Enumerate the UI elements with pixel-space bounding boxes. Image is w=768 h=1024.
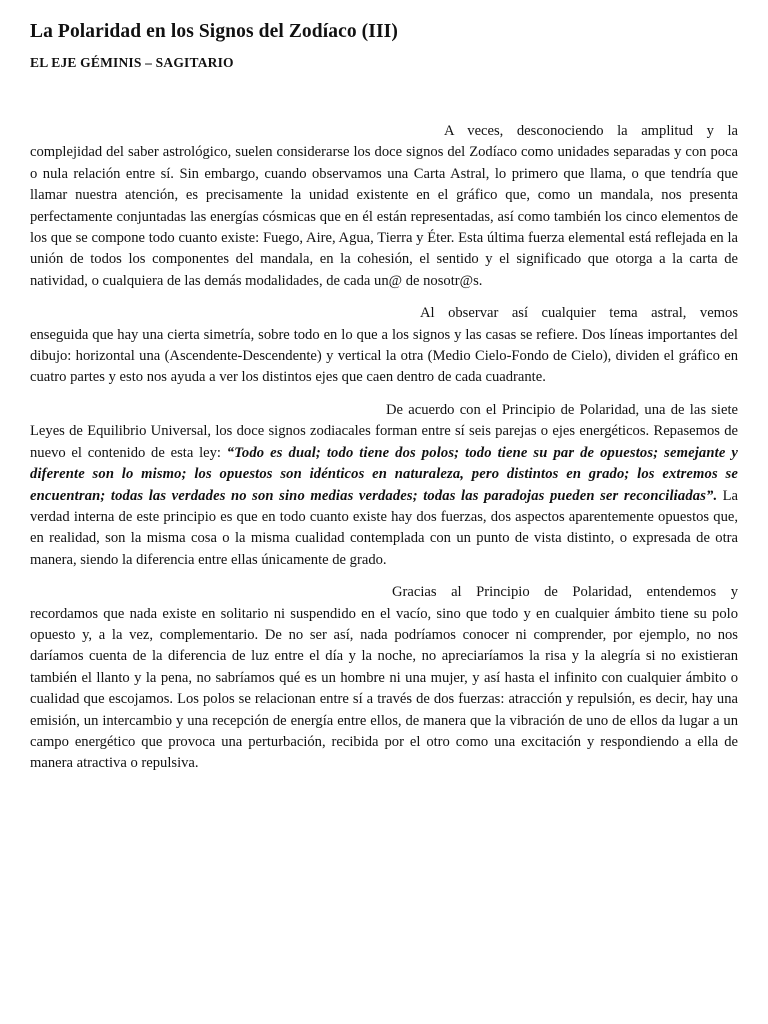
paragraph-3-text-after: La verdad interna de este principio es que en todo cuanto existe hay dos fuerzas, dos aspectos aparentemente opuestos que, en realidad, son la misma cosa o la misma cualidad contemplada con un punto de vista distinto, o expresada de otra manera, siendo la diferencia entre ellas únicamente de grado. (30, 487, 738, 568)
paragraph-3-text-before: De acuerdo con el Principio de Polaridad, una de las siete Leyes de Equilibrio Universal, los doce signos zodiacales forman entre sí seis parejas o ejes energéticos. Repasemos de nuevo el contenido de esta ley: (30, 401, 738, 461)
paragraph-2 (30, 303, 738, 389)
document-subtitle: EL EJE GÉMINIS – SAGITARIO (30, 55, 234, 70)
polarity-law-quote: “Todo es dual; todo tiene dos polos; todo tiene su par de opuestos; semejante y diferente son lo mismo; los opuestos son idénticos en naturaleza, pero distintos en grado; los extremos se encuentran; todas las verdades no son sino medias verdades; todas las paradojas pueden ser reconciliadas”. (30, 444, 739, 504)
paragraph-3 (30, 400, 738, 571)
paragraph-4-text: Gracias al Principio de Polaridad, entendemos y recordamos que nada existe en solitario ni suspendido en el vacío, sino que todo y en cualquier ámbito tiene su polo opuesto y, a la vez, complementario. De no ser así, nada podríamos conocer ni comprender, por ejemplo, no nos daríamos cuenta de la diferencia de luz entre el día y la noche, no apreciaríamos la risa y la alegría si no existieran también el llanto y la pena, no sabríamos qué es un hombre ni una mujer, y así hasta el infinito con cualquier ámbito o cualidad que escojamos. Los polos se relacionan entre sí a través de dos fuerzas: atracción y repulsión, es decir, hay una emisión, un intercambio y una recepción de energía entre ellos, de manera que la vibración de uno de ellos da lugar a un campo energético que provoca una perturbación, recibida por el otro como una excitación y respondiendo a ella de manera atractiva o repulsiva. (30, 584, 738, 772)
document-body (30, 121, 738, 775)
paragraph-4 (30, 582, 738, 775)
document-title: La Polaridad en los Signos del Zodíaco (III) (30, 21, 398, 42)
paragraph-1 (30, 121, 738, 292)
paragraph-1-text: A veces, desconociendo la amplitud y la complejidad del saber astrológico, suelen considerarse los doce signos del Zodíaco como unidades separadas y con poca o nula relación entre sí. Sin embargo, cuando observamos una Carta Astral, lo primero que llama, o que tendría que llamar nuestra atención, es precisamente la unidad existente en el gráfico que, como un mandala, nos presenta perfectamente conjuntadas las energías cósmicas que en él están representadas, así como también los cinco elementos de los que se compone todo cuanto existe: Fuego, Aire, Agua, Tierra y Éter. Esta última fuerza elemental está reflejada en la unión de todos los componentes del mandala, en la cohesión, el sentido y el significado que otorga a la carta de natividad, o cualquiera de las demás modalidades, de cada un@ de nosotr@s. (30, 123, 738, 289)
paragraph-2-text: Al observar así cualquier tema astral, vemos enseguida que hay una cierta simetría, sobre todo en lo que a los signos y las casas se refiere. Dos líneas importantes del dibujo: horizontal una (Ascendente-Descendente) y vertical la otra (Medio Cielo-Fondo de Cielo), dividen el gráfico en cuatro partes y esto nos ayuda a ver los distintos ejes que caen dentro de cada cuadrante. (30, 305, 738, 386)
